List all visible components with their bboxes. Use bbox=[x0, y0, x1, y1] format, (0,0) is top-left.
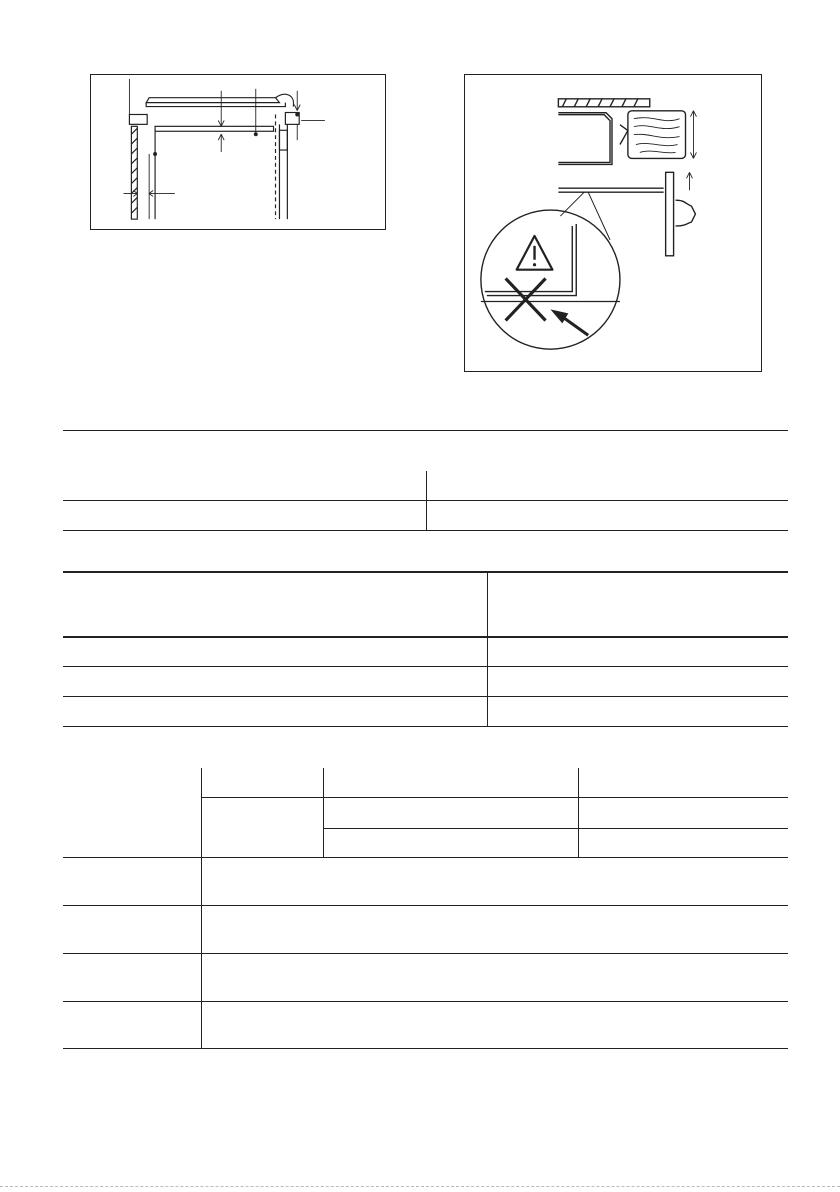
table-row-rule bbox=[63, 953, 788, 954]
door-handle bbox=[676, 200, 696, 226]
page-bottom-edge bbox=[0, 1186, 840, 1188]
table-2-header-rule bbox=[63, 636, 788, 638]
worktop-edge-warning-diagram bbox=[464, 74, 762, 372]
table-1-column-divider bbox=[426, 471, 427, 531]
table-3-column-divider bbox=[578, 768, 579, 858]
table-2-top-rule bbox=[63, 571, 788, 573]
table-1-bottom-rule bbox=[63, 530, 788, 531]
cross-mark-icon bbox=[507, 280, 545, 320]
table-row-rule bbox=[63, 1001, 788, 1002]
table-2-column-divider bbox=[487, 572, 488, 727]
table-3-column-divider bbox=[323, 768, 324, 858]
hob-top-outline bbox=[146, 98, 279, 103]
table-row-rule bbox=[323, 828, 788, 829]
table-row-rule bbox=[63, 857, 788, 858]
hob-clearance-diagram bbox=[90, 74, 386, 230]
table-row-rule bbox=[201, 797, 788, 798]
table-1-row-rule bbox=[63, 500, 788, 501]
table-2-bottom-rule bbox=[63, 726, 788, 727]
table-row-rule bbox=[63, 905, 788, 906]
table-1-top-rule bbox=[63, 430, 788, 431]
warning-triangle-icon bbox=[517, 236, 553, 270]
hob-clearance-drawing bbox=[91, 75, 385, 229]
arrow-icon bbox=[550, 309, 588, 335]
table-3-bottom-rule bbox=[63, 1048, 788, 1049]
table-row-rule bbox=[63, 666, 788, 667]
table-row-rule bbox=[63, 696, 788, 697]
zoom-callout-circle bbox=[481, 210, 620, 349]
table-3-label-divider bbox=[201, 768, 202, 1049]
worktop-edge-drawing bbox=[465, 75, 761, 371]
